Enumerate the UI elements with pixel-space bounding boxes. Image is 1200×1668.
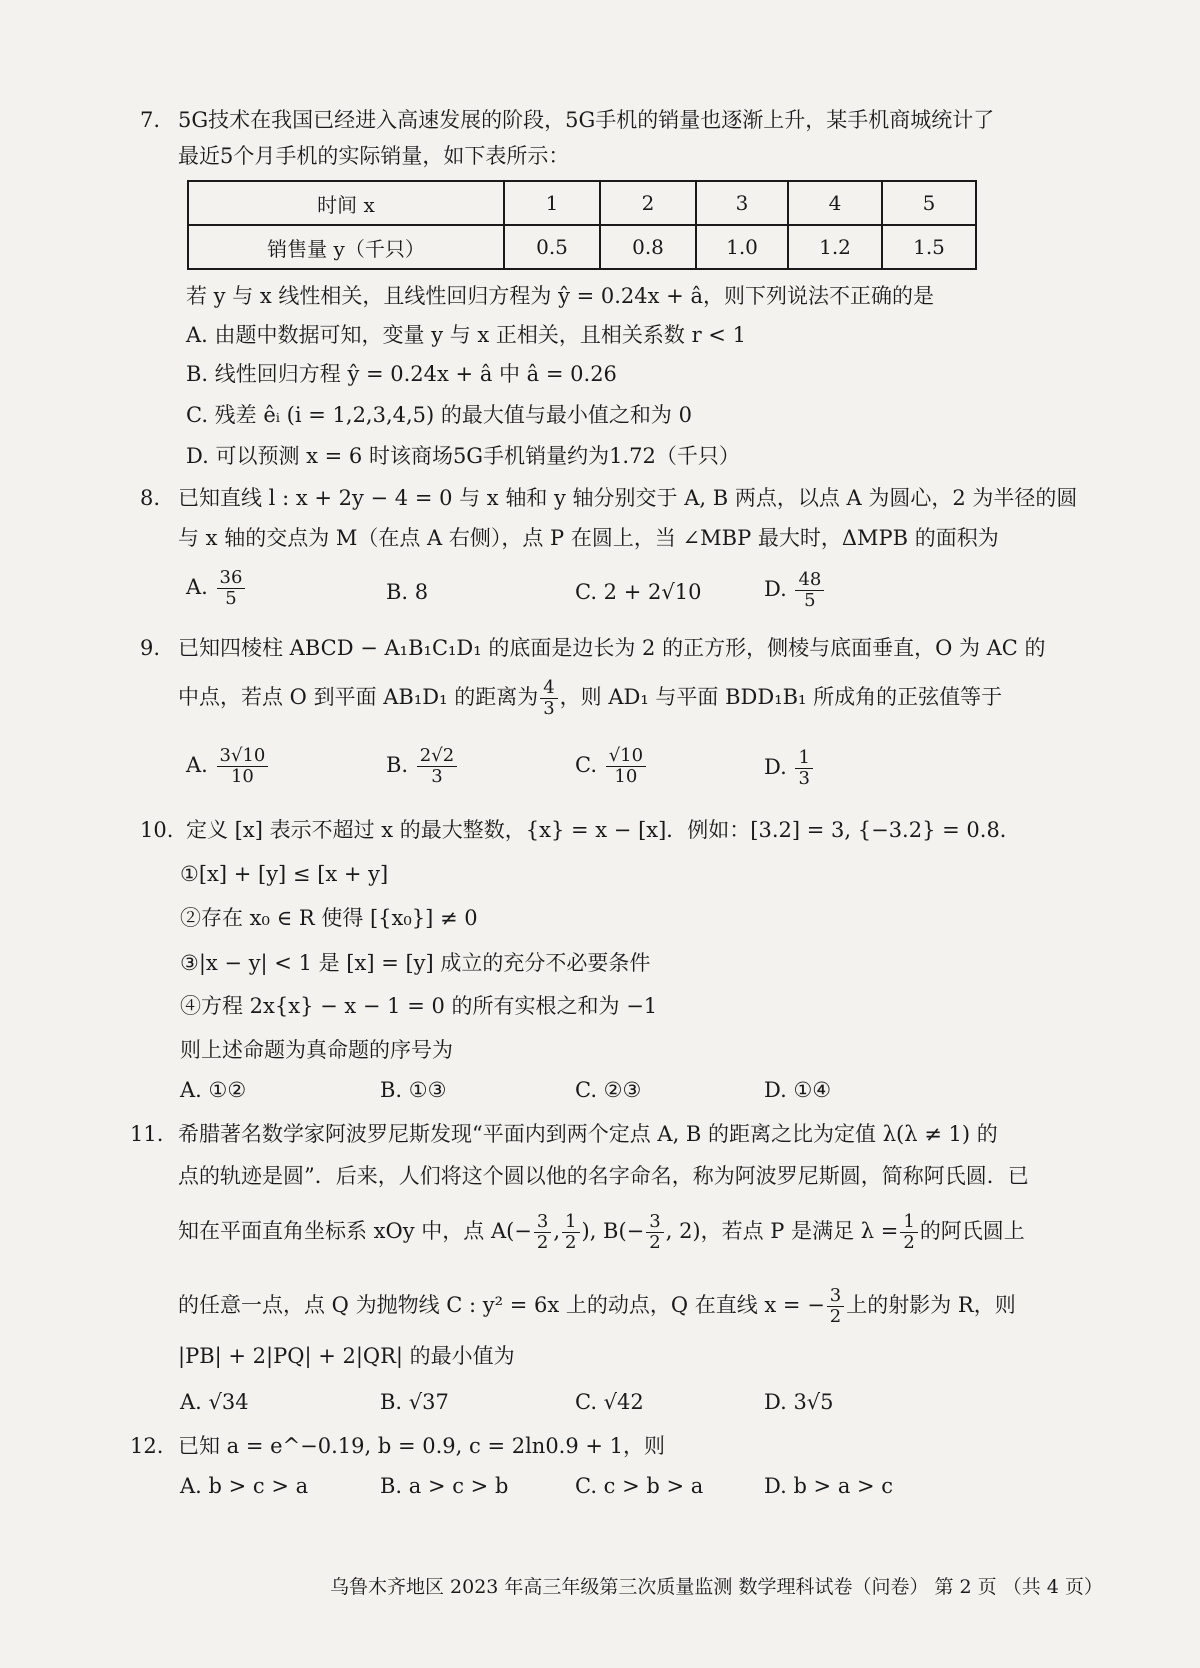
table-cell: 1.2 [788,225,882,269]
q11-stem-line1: 希腊著名数学家阿波罗尼斯发现“平面内到两个定点 A, B 的距离之比为定值 λ(λ ≠ 1) 的 [178,1122,998,1146]
fraction [562,1212,579,1253]
denominator: 2 [536,1231,549,1253]
numerator: 3 [534,1212,551,1233]
numerator: √10 [606,746,646,767]
q10-item-4: ④方程 2x{x} − x − 1 = 0 的所有实根之和为 −1 [180,994,658,1018]
fraction [795,748,812,789]
denominator: 2 [829,1305,842,1327]
q7-option-a: A. 由题中数据可知，变量 y 与 x 正相关，且相关系数 r < 1 [186,323,746,347]
q8-option-d [764,570,826,611]
numerator: 36 [217,568,246,589]
q12-number: 12. [130,1434,164,1458]
numerator: 1 [562,1212,579,1233]
fraction [606,746,646,787]
q12-option-d: D. b > a > c [764,1474,894,1498]
fraction [417,746,457,787]
fraction [534,1212,551,1253]
table-cell: 2 [600,181,696,225]
q7-number: 7. [140,108,161,132]
q8-option-a [186,568,247,609]
q7-option-b: B. 线性回归方程 ŷ = 0.24x + â 中 â = 0.26 [186,362,617,386]
q9-stem-line1: 已知四棱柱 ABCD − A₁B₁C₁D₁ 的底面是边长为 2 的正方形，侧棱与底面垂直，O 为 AC 的 [178,636,1046,660]
q11-text: 知在平面直角坐标系 xOy 中，点 A(− [178,1218,532,1243]
fraction [795,570,824,611]
q9-option-b [386,746,459,787]
q12-option-a: A. b > c > a [180,1474,309,1498]
q9-stem-line2 [178,678,1002,719]
q9-number: 9. [140,636,161,660]
q11-text: ), B(− [581,1218,645,1243]
denominator: 5 [225,587,237,609]
denominator: 10 [230,765,254,787]
q7-option-c: C. 残差 êᵢ (i = 1,2,3,4,5) 的最大值与最小值之和为 0 [186,403,692,427]
denominator: 10 [614,765,638,787]
q9-option-c [575,746,648,787]
fraction [217,746,269,787]
table-cell: 4 [788,181,882,225]
numerator: 2√2 [417,746,457,767]
q12-option-b: B. a > c > b [380,1474,509,1498]
q8-option-b: B. 8 [386,580,429,604]
q12-option-c: C. c > b > a [575,1474,704,1498]
q9-option-a [186,746,270,787]
q7-stem-line1: 5G技术在我国已经进入高速发展的阶段，5G手机的销量也逐渐上升，某手机商城统计了 [178,108,995,132]
q11-option-c: C. √42 [575,1390,644,1414]
fraction [540,678,557,719]
q11-text: , [553,1218,561,1243]
q10-number: 10. [140,818,174,842]
denominator: 3 [431,765,443,787]
denominator: 2 [649,1231,661,1253]
q11-number: 11. [130,1122,164,1146]
q8-number: 8. [140,486,161,510]
sales-table [187,180,977,270]
denominator: 3 [798,767,810,789]
option-label: A. [186,574,208,599]
q7-condition: 若 y 与 x 线性相关，且线性回归方程为 ŷ = 0.24x + â，则下列说法不正确的是 [186,284,934,308]
q9-stem-line2-part2: ，则 AD₁ 与平面 BDD₁B₁ 所成角的正弦值等于 [559,684,1003,709]
table-cell: 3 [696,181,788,225]
table-cell: 5 [882,181,976,225]
table-cell: 1 [504,181,600,225]
q11-stem-line3 [178,1212,1025,1253]
q12-stem: 已知 a = e^−0.19, b = 0.9, c = 2ln0.9 + 1，则 [178,1434,666,1458]
denominator: 3 [543,697,555,719]
q7-option-d: D. 可以预测 x = 6 时该商场5G手机销量约为1.72（千只） [186,444,740,468]
table-row [188,181,976,225]
q11-text: 上的射影为 R，则 [846,1292,1016,1317]
q11-stem-line2: 点的轨迹是圆”．后来，人们将这个圆以他的名字命名，称为阿波罗尼斯圆，简称阿氏圆．已 [178,1164,1029,1188]
q11-option-b: B. √37 [380,1390,449,1414]
q8-stem-line1: 已知直线 l : x + 2y − 4 = 0 与 x 轴和 y 轴分别交于 A, B 两点，以点 A 为圆心，2 为半径的圆 [178,486,1078,510]
denominator: 2 [903,1231,915,1253]
option-label: B. [386,752,409,777]
fraction [217,568,246,609]
table-cell: 0.5 [504,225,600,269]
table-cell: 1.0 [696,225,788,269]
denominator: 5 [804,589,816,611]
option-label: A. [186,752,208,777]
fraction [827,1286,844,1327]
table-cell: 1.5 [882,225,976,269]
q9-option-d [764,748,815,789]
numerator: 48 [795,570,824,591]
fraction [646,1212,663,1253]
q10-item-2: ②存在 x₀ ∈ R 使得 [{x₀}] ≠ 0 [180,906,478,930]
q11-text: , 2)，若点 P 是满足 λ = [665,1218,899,1243]
fraction [900,1212,917,1253]
q8-option-c: C. 2 + 2√10 [575,580,702,604]
q11-stem-line4 [178,1286,1016,1327]
q11-option-d: D. 3√5 [764,1390,834,1414]
q10-item-3: ③|x − y| < 1 是 [x] = [y] 成立的充分不必要条件 [180,951,651,975]
numerator: 3 [646,1212,663,1233]
q7-stem-line2: 最近5个月手机的实际销量，如下表所示： [178,144,570,168]
q11-text: 的阿氏圆上 [919,1218,1025,1243]
row-header-time: 时间 x [188,181,504,225]
page-footer: 乌鲁木齐地区 2023 年高三年级第三次质量监测 数学理科试卷（问卷） 第 2 页 （共 4 页） [330,1576,1103,1598]
q8-stem-line2: 与 x 轴的交点为 M（在点 A 右侧），点 P 在圆上，当 ∠MBP 最大时，ΔMPB 的面积为 [178,526,999,550]
q10-option-c: C. ②③ [575,1078,642,1102]
q11-stem-line5: |PB| + 2|PQ| + 2|QR| 的最小值为 [178,1344,515,1368]
numerator: 1 [795,748,812,769]
option-label: D. [764,576,787,601]
row-header-sales: 销售量 y（千只） [188,225,504,269]
table-row [188,225,976,269]
q9-stem-line2-part1: 中点，若点 O 到平面 AB₁D₁ 的距离为 [178,684,539,709]
q10-item-1: ①[x] + [y] ≤ [x + y] [180,862,389,886]
numerator: 1 [900,1212,917,1233]
q11-option-a: A. √34 [180,1390,249,1414]
option-label: D. [764,754,787,779]
option-label: C. [575,752,597,777]
table-cell: 0.8 [600,225,696,269]
q10-stem: 定义 [x] 表示不超过 x 的最大整数，{x} = x − [x]．例如：[3.2] = 3, {−3.2} = 0.8． [186,818,1021,842]
q10-option-b: B. ①③ [380,1078,447,1102]
denominator: 2 [565,1231,577,1253]
q10-option-a: A. ①② [180,1078,247,1102]
q11-text: 的任意一点，点 Q 为抛物线 C : y² = 6x 上的动点，Q 在直线 x = − [178,1292,825,1317]
numerator: 4 [540,678,557,699]
q10-prompt: 则上述命题为真命题的序号为 [180,1038,453,1062]
numerator: 3√10 [217,746,269,767]
numerator: 3 [827,1286,844,1307]
q10-option-d: D. ①④ [764,1078,832,1102]
